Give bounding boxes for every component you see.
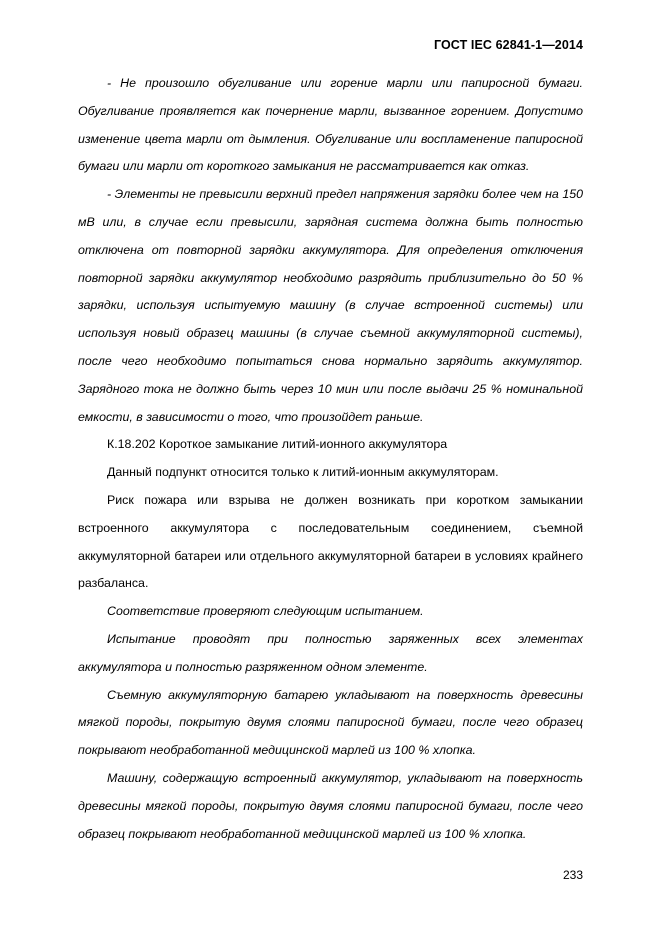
- document-body: [78, 70, 583, 848]
- paragraph-test-conditions: Испытание проводят при полностью заряженных всех элементах аккумулятора и полностью разряженном одном элементе.: [78, 631, 583, 674]
- standard-header: ГОСТ IEC 62841-1—2014: [433, 38, 583, 52]
- paragraph-integral-battery-setup: Машину, содержащую встроенный аккумулятор, укладывают на поверхность древесины мягкой породы, покрытую двумя слоями папиросной бумаги, после чего образец покрывают необработанной медицинской марлей из 100 % хлопка.: [78, 770, 583, 841]
- paragraph-requirement: Риск пожара или взрыва не должен возникать при коротком замыкании встроенного аккумулятора с последовательным соединением, съемной аккумуляторной батареи или отдельного аккумуляторной батареи в условиях крайнего разбаланса.: [78, 492, 583, 591]
- paragraph-scope: Данный подпункт относится только к литий-ионным аккумуляторам.: [107, 465, 499, 480]
- paragraph-charring-condition: - Не произошло обугливание или горение марли или папиросной бумаги. Обугливание проявляется как почернение марли, вызванное горением. Допустимо изменение цвета марли от дымления. Обугливание или воспламенение папиросной бумаги или марли от короткого замыкания не рассматривается как отказ.: [78, 76, 583, 174]
- section-heading-k18-202: К.18.202 Короткое замыкание литий-ионного аккумулятора: [107, 437, 448, 452]
- paragraph-compliance-check: Соответствие проверяют следующим испытанием.: [107, 604, 424, 619]
- paragraph-voltage-limit-condition: - Элементы не превысили верхний предел напряжения зарядки более чем на 150 мВ или, в случае если превысили, зарядная система должна быть полностью отключена от повторной зарядки аккумулятора. Для определения отключения повторной зарядки аккумулятор необходимо разрядить приблизительно до 50 % зарядки, используя испытуемую машину (в случае встроенной системы) или используя новый образец машины (в случае съемной аккумуляторной системы), после чего необходимо попытаться снова нормально зарядить аккумулятор. Зарядного тока не должно быть через 10 мин или после выдачи 25 % номинальной емкости, в зависимости о того, что произойдет раньше.: [78, 187, 583, 424]
- paragraph-detachable-pack-setup: Съемную аккумуляторную батарею укладывают на поверхность древесины мягкой породы, покрытую двумя слоями папиросной бумаги, после чего образец покрывают необработанной медицинской марлей из 100 % хлопка.: [78, 687, 583, 758]
- page-number: 233: [562, 868, 583, 882]
